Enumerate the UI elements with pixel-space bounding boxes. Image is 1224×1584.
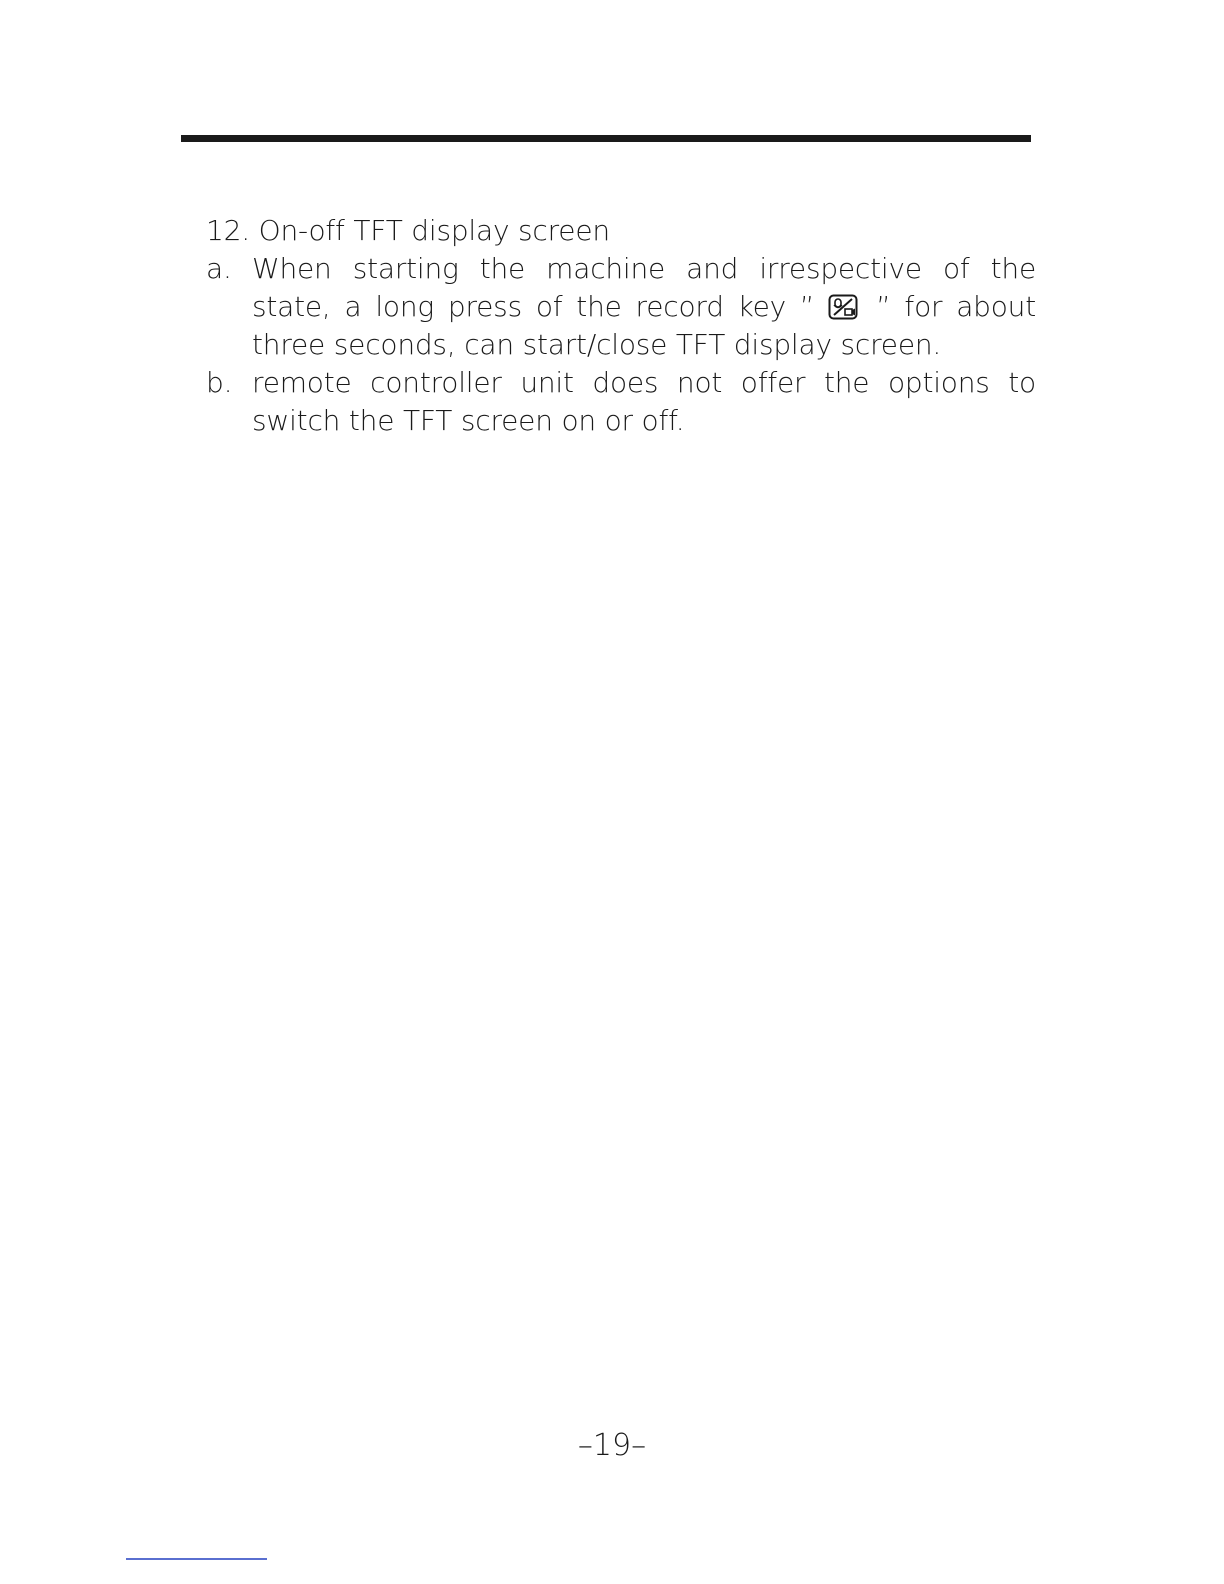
list-item-b — [206, 364, 1036, 440]
list-item-a — [206, 250, 1036, 364]
record-key-icon — [828, 294, 858, 320]
list-marker-a: a. — [206, 252, 232, 285]
list-text-b: remote controller unit does not offer the options to switch the TFT screen on or off. — [252, 366, 1036, 437]
section-heading: 12. On-off TFT display screen — [206, 214, 610, 247]
bottom-link-underline — [126, 1558, 267, 1560]
list-text-a-before: When starting the machine and irrespective of the state, a long press of the record key ” — [252, 252, 1036, 323]
header-rule — [181, 135, 1031, 142]
section-content — [206, 212, 1036, 440]
list-marker-b: b. — [206, 366, 233, 399]
page-number: –19– — [577, 1428, 647, 1463]
list-text-a — [252, 250, 1036, 364]
list-text-a-after: ” for about three seconds, can start/close TFT display screen. — [252, 290, 1036, 361]
